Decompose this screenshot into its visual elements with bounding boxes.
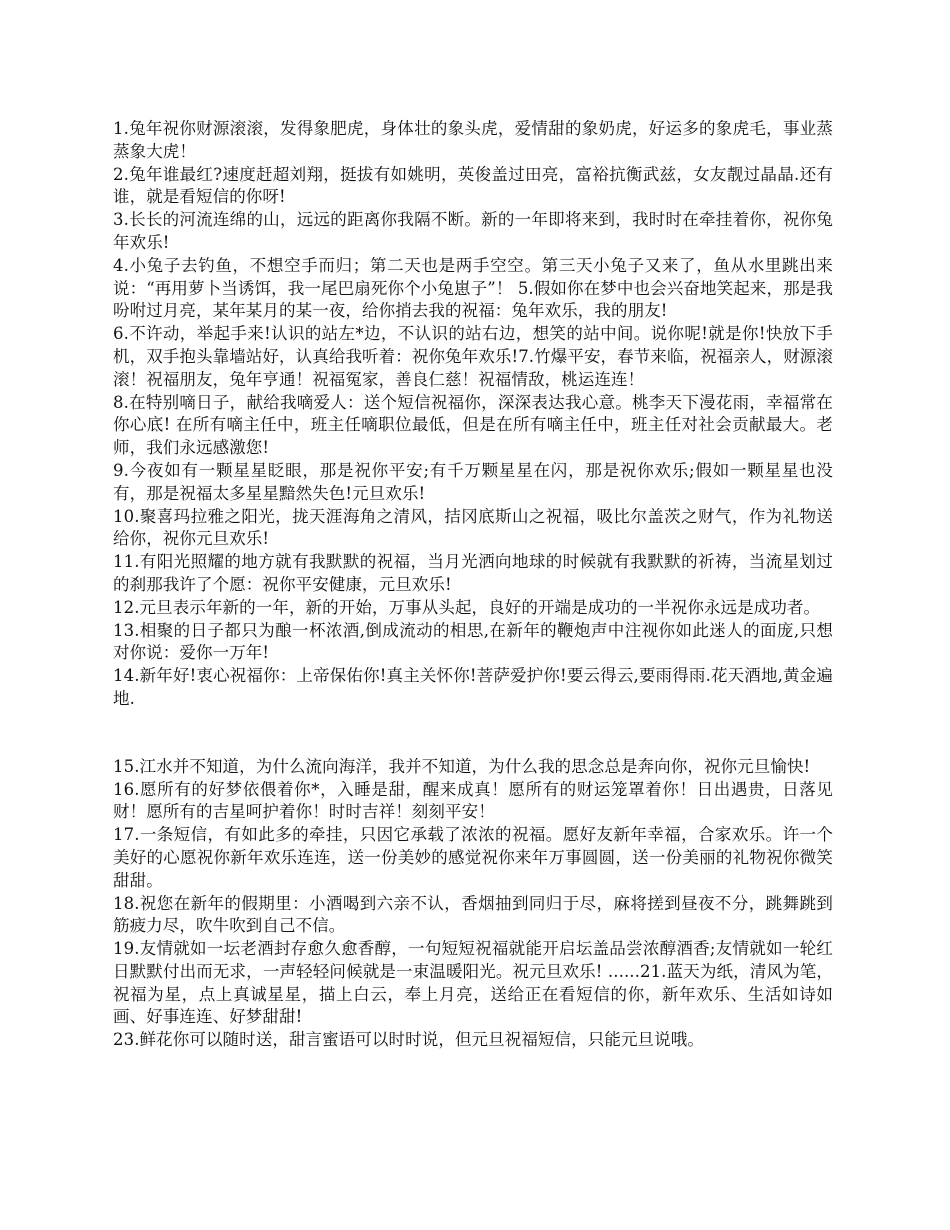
paragraph-9: 9.今夜如有一颗星星眨眼，那是祝你平安;有千万颗星星在闪，那是祝你欢乐;假如一颗星星也没有，那是祝福太多星星黯然失色!元旦欢乐! [113,460,833,503]
paragraph-18: 18.祝您在新年的假期里：小酒喝到六亲不认，香烟抽到同归于尽，麻将搓到昼夜不分，跳舞跳到筋疲力尽，吹牛吹到自己不信。 [113,893,833,936]
paragraph-6: 6.不许动，举起手来!认识的站左*边，不认识的站右边，想笑的站中间。说你呢!就是你!快放下手机，双手抱头靠墙站好，认真给我听着：祝你兔年欢乐!7.竹爆平安，春节来临，祝福亲人，财源滚滚！祝福朋友，兔年亨通！祝福冤家，善良仁慈！祝福情敌，桃运连连！ [113,324,833,389]
paragraph-10: 10.聚喜玛拉雅之阳光，拢天涯海角之清风，拮冈底斯山之祝福，吸比尔盖茨之财气，作为礼物送给你，祝你元旦欢乐! [113,506,833,549]
paragraph-3: 3.长长的河流连绵的山，远远的距离你我隔不断。新的一年即将来到，我时时在牵挂着你，祝你兔年欢乐! [113,210,833,252]
paragraph-12: 12.元旦表示年新的一年，新的开始，万事从头起，良好的开端是成功的一半祝你永远是成功者。 [113,597,821,617]
paragraph-19: 19.友情就如一坛老酒封存愈久愈香醇，一句短短祝福就能开启坛盖品尝浓醇酒香;友情就如一轮红日默默付出而无求，一声轻轻问候就是一束温暖阳光。祝元旦欢乐! ......21.蓝天为纸，清风为笔，祝福为星，点上真诚星星，描上白云，奉上月亮，送给正在看短信的你，新年欢乐、生活如诗如画、好事连连、好梦甜甜! [113,939,833,1027]
paragraph-16: 16.愿所有的好梦依偎着你*，入睡是甜，醒来成真！愿所有的财运笼罩着你！日出遇贵，日落见财！愿所有的吉星呵护着你！时时吉祥！刻刻平安！ [113,779,833,822]
paragraph-11: 11.有阳光照耀的地方就有我默默的祝福，当月光洒向地球的时候就有我默默的祈祷，当流星划过的刹那我许了个愿：祝你平安健康，元旦欢乐! [113,552,833,594]
paragraph-1: 1.兔年祝你财源滚滚，发得象肥虎，身体壮的象头虎，爱情甜的象奶虎，好运多的象虎毛，事业蒸蒸象大虎！ [113,119,833,161]
paragraph-4: 4.小兔子去钓鱼，不想空手而归；第二天也是两手空空。第三天小兔子又来了，鱼从水里跳出来说：“再用萝卜当诱饵，我一尾巴扇死你个小兔崽子”！ 5.假如你在梦中也会兴奋地笑起来，那是我吩咐过月亮，某年某月的某一夜，给你捎去我的祝福：兔年欢乐，我的朋友! [113,255,833,321]
paragraph-13: 13.相聚的日子都只为酿一杯浓酒,倒成流动的相思,在新年的鞭炮声中注视你如此迷人的面庞,只想对你说：爱你一万年! [113,620,833,663]
paragraph-8: 8.在特别嘀日子，献给我嘀爱人：送个短信祝福你，深深表达我心意。桃李天下漫花雨，幸福常在你心底! 在所有嘀主任中，班主任嘀职位最低，但是在所有嘀主任中，班主任对社会贡献最大。老师，我们永远感激您! [113,392,833,458]
paragraph-15: 15.江水并不知道，为什么流向海洋，我并不知道，为什么我的思念总是奔向你，祝你元旦愉快! [113,756,811,776]
document-body [113,118,833,1052]
paragraph-2: 2.兔年谁最红?速度赶超刘翔，挺拔有如姚明，英俊盖过田亮，富裕抗衡武兹，女友靓过晶晶.还有谁，就是看短信的你呀! [113,164,833,207]
paragraph-23: 23.鲜花你可以随时送，甜言蜜语可以时时说，但元旦祝福短信，只能元旦说哦。 [113,1030,704,1050]
paragraph-17: 17.一条短信，有如此多的牵挂，只因它承载了浓浓的祝福。愿好友新年幸福，合家欢乐。许一个美好的心愿祝你新年欢乐连连，送一份美妙的感觉祝你来年万事圆圆，送一份美丽的礼物祝你微笑甜甜。 [113,825,833,890]
paragraph-14: 14.新年好!衷心祝福你：上帝保佑你!真主关怀你!菩萨爱护你!要云得云,要雨得雨.花天酒地,黄金遍地. [113,666,833,708]
paragraph-gap [113,711,833,756]
